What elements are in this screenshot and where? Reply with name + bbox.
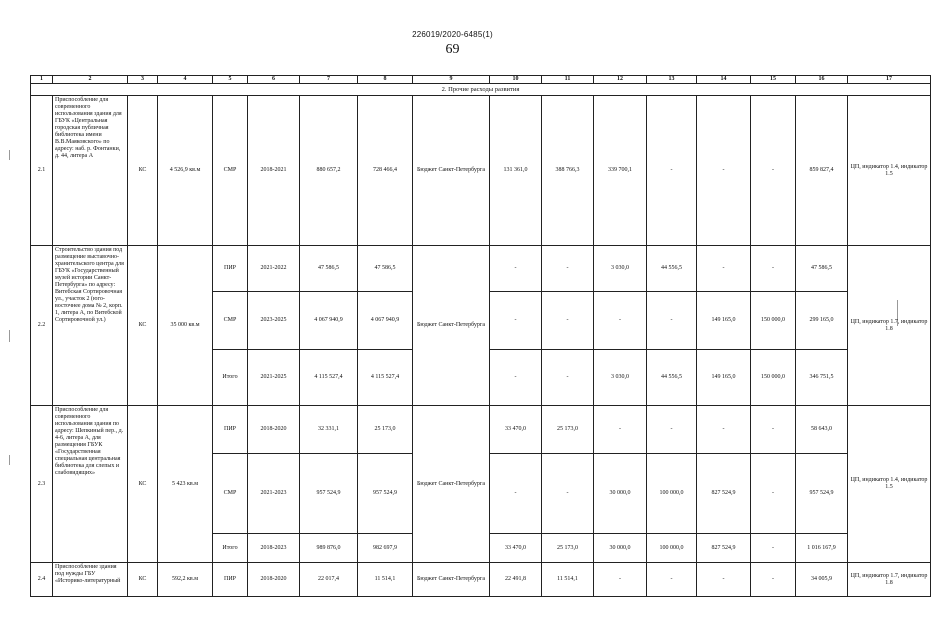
indicator: ЦП, индикатор 1.7, индикатор 1.8 [848, 246, 931, 406]
margin-mark [9, 330, 10, 342]
value-cell: - [751, 454, 796, 534]
column-number: 9 [413, 76, 490, 84]
value-cell: - [490, 246, 542, 292]
total-cost: 989 876,0 [300, 534, 358, 563]
total-cost: 32 331,1 [300, 406, 358, 454]
program-table [30, 75, 931, 597]
page-number: 69 [445, 42, 460, 57]
table-row [31, 563, 931, 597]
column-number: 14 [697, 76, 751, 84]
total-cost: 957 524,9 [300, 454, 358, 534]
object-name: Строительство здания под размещение выставочно-хранительского центра для ГБУК «Государственный музей истории Санкт-Петербурга» по адресу: Витебская Сортировочная ул., участок 2 (юго-восточнее дома № 2, корп. 1, литера А, по Витебской Сортировочной ул.) [53, 246, 128, 406]
value-cell: - [594, 563, 647, 597]
column-number: 11 [542, 76, 594, 84]
funding-source: Бюджет Санкт-Петербурга [413, 563, 490, 597]
value-cell: 299 165,0 [796, 292, 848, 350]
period: 2018-2020 [248, 406, 300, 454]
value-cell: 30 000,0 [594, 534, 647, 563]
value-cell: 346 751,5 [796, 350, 848, 406]
value-cell: 34 005,9 [796, 563, 848, 597]
value-cell: 33 470,0 [490, 406, 542, 454]
remaining-cost: 957 524,9 [358, 454, 413, 534]
stage: Итого [213, 350, 248, 406]
period: 2021-2022 [248, 246, 300, 292]
value-cell: - [647, 406, 697, 454]
value-cell: 44 556,5 [647, 350, 697, 406]
period: 2021-2023 [248, 454, 300, 534]
value-cell: 150 000,0 [751, 350, 796, 406]
row-number: 2.2 [31, 246, 53, 406]
value-cell: - [542, 246, 594, 292]
value-cell: - [697, 246, 751, 292]
value-cell: 957 524,9 [796, 454, 848, 534]
value-cell: - [542, 350, 594, 406]
remaining-cost: 11 514,1 [358, 563, 413, 597]
column-number: 13 [647, 76, 697, 84]
column-number: 7 [300, 76, 358, 84]
value-cell: 339 700,1 [594, 96, 647, 246]
column-number: 2 [53, 76, 128, 84]
value-cell: - [490, 292, 542, 350]
column-number: 17 [848, 76, 931, 84]
row-number: 2.3 [31, 406, 53, 563]
value-cell: - [751, 534, 796, 563]
column-number: 10 [490, 76, 542, 84]
total-cost: 47 586,5 [300, 246, 358, 292]
value-cell: 47 586,5 [796, 246, 848, 292]
column-number: 15 [751, 76, 796, 84]
value-cell: 25 173,0 [542, 406, 594, 454]
value-cell: 3 030,0 [594, 246, 647, 292]
funding-source: Бюджет Санкт-Петербурга [413, 406, 490, 563]
value-cell: - [594, 406, 647, 454]
indicator: ЦП, индикатор 1.4, индикатор 1.5 [848, 96, 931, 246]
section-title: 2. Прочие расходы развития [31, 84, 931, 96]
stage: СМР [213, 292, 248, 350]
table-row [31, 246, 931, 292]
remaining-cost: 982 697,9 [358, 534, 413, 563]
remaining-cost: 47 586,5 [358, 246, 413, 292]
value-cell: 3 030,0 [594, 350, 647, 406]
value-cell: 149 165,0 [697, 350, 751, 406]
indicator: ЦП, индикатор 1.4, индикатор 1.5 [848, 406, 931, 563]
stage: СМР [213, 96, 248, 246]
value-cell: 149 165,0 [697, 292, 751, 350]
document-number: 226019/2020-6485(1) [412, 30, 493, 39]
remaining-cost: 728 466,4 [358, 96, 413, 246]
value-cell: 11 514,1 [542, 563, 594, 597]
value-cell: - [490, 350, 542, 406]
total-cost: 4 115 527,4 [300, 350, 358, 406]
value-cell: 58 643,0 [796, 406, 848, 454]
column-number: 8 [358, 76, 413, 84]
value-cell: - [751, 96, 796, 246]
row-number: 2.4 [31, 563, 53, 597]
value-cell: - [751, 246, 796, 292]
margin-mark [9, 150, 10, 160]
value-cell: - [647, 563, 697, 597]
object-type: КС [128, 96, 158, 246]
object-capacity: 35 000 кв.м [158, 246, 213, 406]
value-cell: 25 173,0 [542, 534, 594, 563]
object-name: Приспособление здания под нужды ГБУ «Историко-литературный [53, 563, 128, 597]
column-number: 5 [213, 76, 248, 84]
total-cost: 880 657,2 [300, 96, 358, 246]
object-type: КС [128, 246, 158, 406]
value-cell: - [490, 454, 542, 534]
section-row [31, 84, 931, 96]
stage: Итого [213, 534, 248, 563]
object-capacity: 592,2 кв.м [158, 563, 213, 597]
object-type: КС [128, 563, 158, 597]
funding-source: Бюджет Санкт-Петербурга [413, 96, 490, 246]
period: 2018-2023 [248, 534, 300, 563]
remaining-cost: 4 067 940,9 [358, 292, 413, 350]
object-capacity: 4 526,9 кв.м [158, 96, 213, 246]
table-row [31, 96, 931, 246]
value-cell: - [542, 454, 594, 534]
value-cell: 44 556,5 [647, 246, 697, 292]
value-cell: 388 766,3 [542, 96, 594, 246]
value-cell: 33 470,0 [490, 534, 542, 563]
remaining-cost: 25 173,0 [358, 406, 413, 454]
value-cell: - [697, 563, 751, 597]
remaining-cost: 4 115 527,4 [358, 350, 413, 406]
value-cell: 22 491,8 [490, 563, 542, 597]
column-number: 1 [31, 76, 53, 84]
value-cell: - [542, 292, 594, 350]
value-cell: 30 000,0 [594, 454, 647, 534]
margin-mark [9, 455, 10, 465]
column-number: 4 [158, 76, 213, 84]
stage: СМР [213, 454, 248, 534]
value-cell: 131 361,0 [490, 96, 542, 246]
value-cell: 100 000,0 [647, 454, 697, 534]
value-cell: - [647, 292, 697, 350]
period: 2018-2020 [248, 563, 300, 597]
value-cell: - [697, 96, 751, 246]
period: 2023-2025 [248, 292, 300, 350]
value-cell: - [751, 406, 796, 454]
column-number: 12 [594, 76, 647, 84]
funding-source: Бюджет Санкт-Петербурга [413, 246, 490, 406]
stage: ПИР [213, 563, 248, 597]
column-number: 6 [248, 76, 300, 84]
column-number: 3 [128, 76, 158, 84]
table-row [31, 406, 931, 454]
object-name: Приспособление для современного использования здания для ГБУК «Центральная городская публичная библиотека имени В.В.Маяковского» по адресу: наб. р. Фонтанки, д. 44, литера А [53, 96, 128, 246]
period: 2018-2021 [248, 96, 300, 246]
total-cost: 22 017,4 [300, 563, 358, 597]
value-cell: - [697, 406, 751, 454]
total-cost: 4 067 940,9 [300, 292, 358, 350]
value-cell: 1 016 167,9 [796, 534, 848, 563]
period: 2021-2025 [248, 350, 300, 406]
value-cell: 100 000,0 [647, 534, 697, 563]
stage: ПИР [213, 406, 248, 454]
indicator: ЦП, индикатор 1.7, индикатор 1.8 [848, 563, 931, 597]
object-capacity: 5 423 кв.м [158, 406, 213, 563]
value-cell: 859 827,4 [796, 96, 848, 246]
value-cell: 827 524,9 [697, 454, 751, 534]
value-cell: 150 000,0 [751, 292, 796, 350]
stage: ПИР [213, 246, 248, 292]
object-name: Приспособление для современного использования здания по адресу: Шепкиный пер., д. 4-6, литера А, для размещения ГБУК «Государственная специальная центральная библиотека для слепых и слабовидящих» [53, 406, 128, 563]
value-cell: - [647, 96, 697, 246]
value-cell: - [751, 563, 796, 597]
value-cell: 827 524,9 [697, 534, 751, 563]
value-cell: - [594, 292, 647, 350]
row-number: 2.1 [31, 96, 53, 246]
column-number-row [31, 76, 931, 84]
column-number: 16 [796, 76, 848, 84]
object-type: КС [128, 406, 158, 563]
